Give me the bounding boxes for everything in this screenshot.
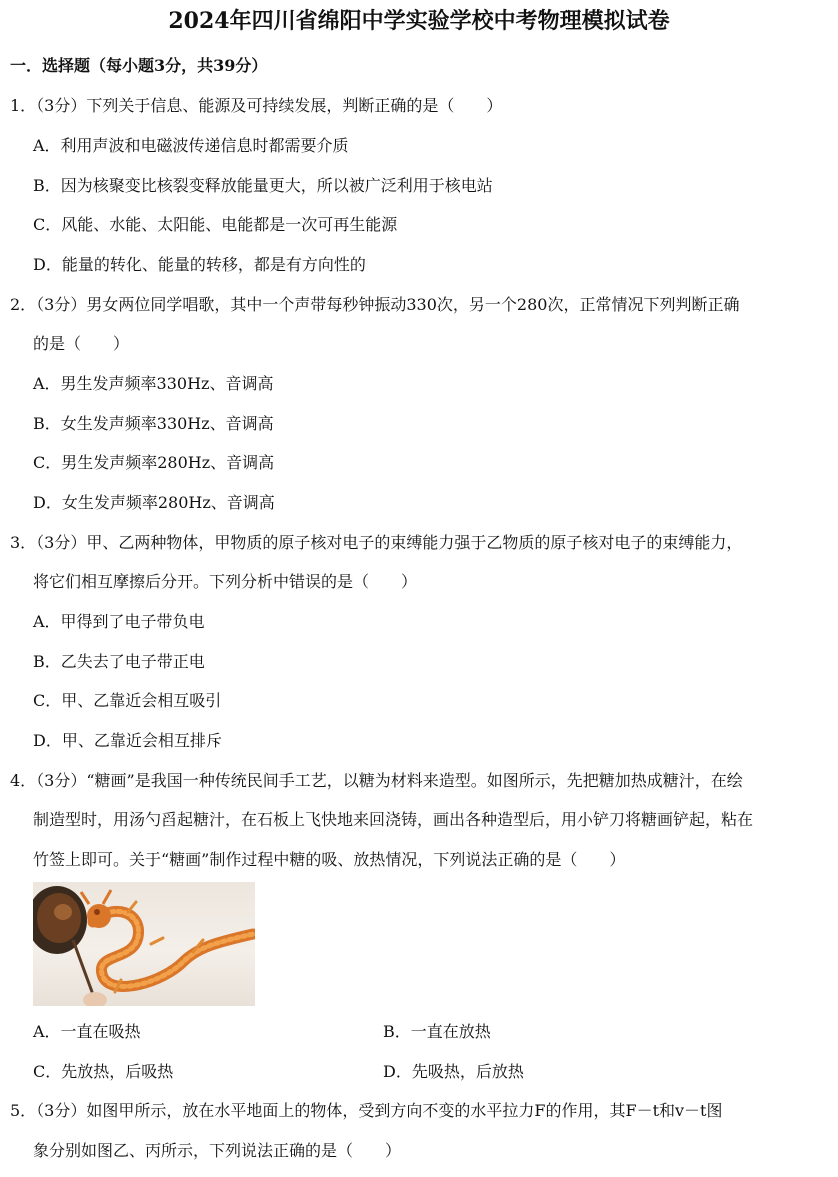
question-2-option-c: C．男生发声频率280Hz、音调高 (33, 453, 275, 472)
question-3-option-a: A．甲得到了电子带负电 (33, 612, 205, 631)
question-2-stem-line-1: 2．（3分）男女两位同学唱歌，其中一个声带每秒钟振动330次，另一个280次，正常情况下列判断正确 (10, 295, 740, 314)
question-4-stem-line-3: 竹签上即可。关于“糖画”制作过程中糖的吸、放热情况，下列说法正确的是（ ） (33, 850, 626, 869)
question-4-option-b: B．一直在放热 (383, 1022, 491, 1041)
question-2-option-d: D．女生发声频率280Hz、音调高 (33, 493, 275, 512)
question-3-stem-line-1: 3．（3分）甲、乙两种物体，甲物质的原子核对电子的束缚能力强于乙物质的原子核对电子的束缚能力， (10, 533, 743, 552)
question-5-stem-line-1: 5．（3分）如图甲所示，放在水平地面上的物体，受到方向不变的水平拉力F的作用，其F－t和v－t图 (10, 1101, 723, 1120)
question-3-option-d: D．甲、乙靠近会相互排斥 (33, 731, 222, 750)
question-4-stem-line-1: 4．（3分）“糖画”是我国一种传统民间手工艺，以糖为材料来造型。如图所示，先把糖加热成糖汁，在绘 (10, 771, 743, 790)
sugar-painting-dragon-photo (33, 882, 255, 1006)
question-3-option-c: C．甲、乙靠近会相互吸引 (33, 691, 222, 710)
question-5-stem-line-2: 象分别如图乙、丙所示，下列说法正确的是（ ） (33, 1141, 402, 1160)
question-1-option-b: B．因为核聚变比核裂变释放能量更大，所以被广泛利用于核电站 (33, 176, 493, 195)
question-1-option-d: D．能量的转化、能量的转移，都是有方向性的 (33, 255, 366, 274)
question-2-option-b: B．女生发声频率330Hz、音调高 (33, 414, 274, 433)
question-3-option-b: B．乙失去了电子带正电 (33, 652, 205, 671)
section-heading: 一．选择题（每小题3分，共39分） (10, 56, 268, 75)
page-title: 2024年四川省绵阳中学实验学校中考物理模拟试卷 (168, 8, 670, 34)
question-4-option-a: A．一直在吸热 (33, 1022, 141, 1041)
question-1-stem: 1．（3分）下列关于信息、能源及可持续发展，判断正确的是（ ） (10, 96, 503, 115)
question-1-option-a: A．利用声波和电磁波传递信息时都需要介质 (33, 136, 349, 155)
question-2-option-a: A．男生发声频率330Hz、音调高 (33, 374, 274, 393)
question-4-option-c: C．先放热，后吸热 (33, 1062, 174, 1081)
question-2-stem-line-2: 的是（ ） (33, 334, 130, 353)
question-4-option-d: D．先吸热，后放热 (383, 1062, 524, 1081)
question-3-stem-line-2: 将它们相互摩擦后分开。下列分析中错误的是（ ） (33, 572, 418, 591)
question-1-option-c: C．风能、水能、太阳能、电能都是一次可再生能源 (33, 215, 398, 234)
sugar-dragon-illustration (33, 882, 255, 1006)
question-4-stem-line-2: 制造型时，用汤勺舀起糖汁，在石板上飞快地来回浇铸，画出各种造型后，用小铲刀将糖画铲起，粘在 (33, 810, 754, 829)
